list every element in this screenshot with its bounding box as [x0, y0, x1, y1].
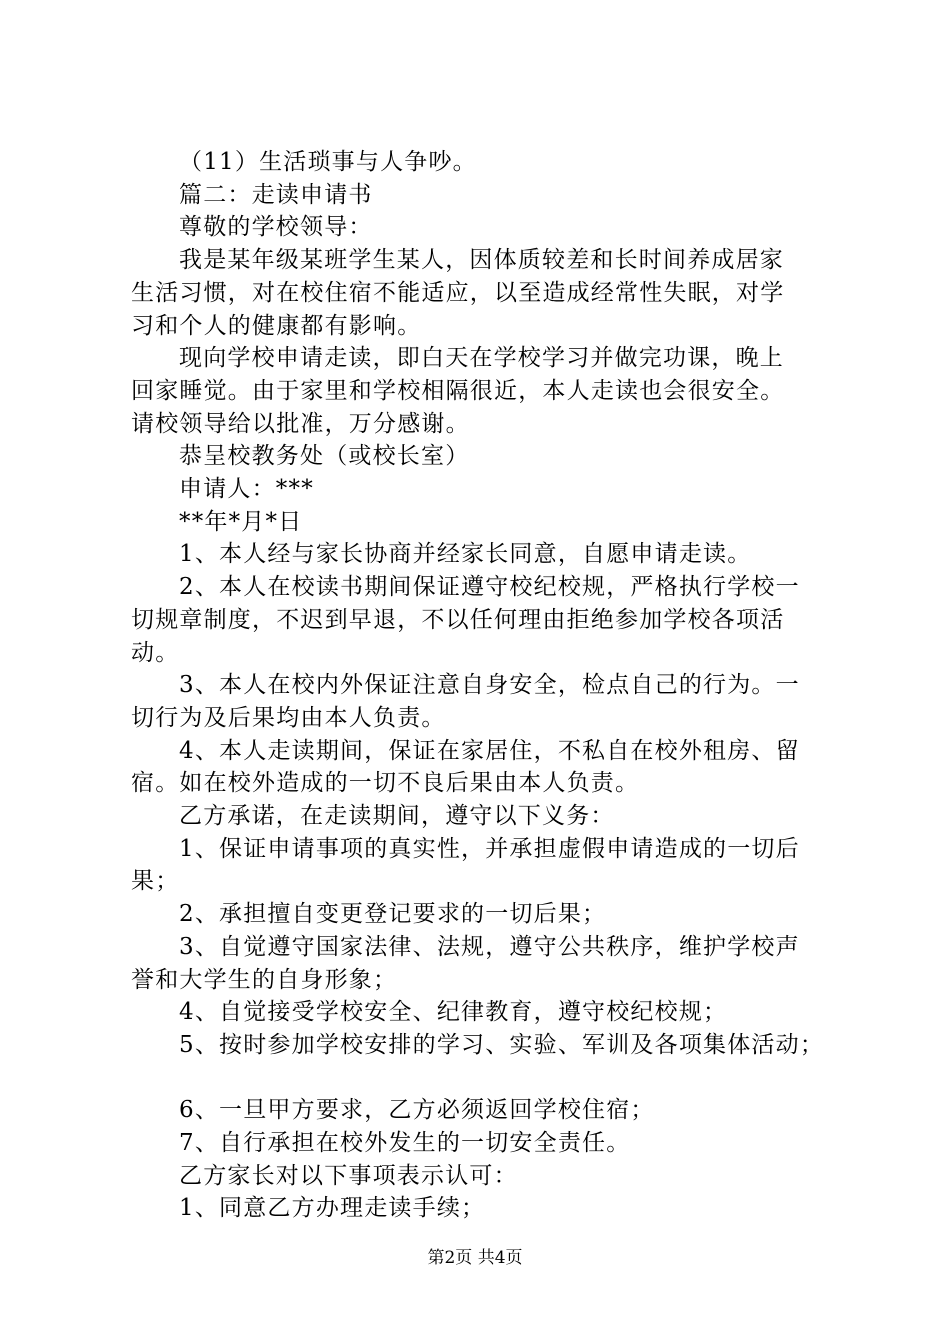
text-line: 1、保证申请事项的真实性，并承担虚假申请造成的一切后 — [179, 835, 800, 862]
text-line: 4、本人走读期间，保证在家居住，不私自在校外租房、留 — [179, 737, 800, 764]
text-line: 生活习惯，对在校住宿不能适应，以至造成经常性失眠，对学 — [131, 279, 785, 306]
text-line: 6、一旦甲方要求，乙方必须返回学校住宿； — [179, 1097, 655, 1124]
text-line: 我是某年级某班学生某人，因体质较差和长时间养成居家 — [179, 247, 784, 274]
text-line: 4、自觉接受学校安全、纪律教育，遵守校纪校规； — [179, 999, 728, 1026]
text-line: 誉和大学生的自身形象； — [131, 966, 398, 993]
text-line: 切行为及后果均由本人负责。 — [131, 704, 446, 731]
text-line: 切规章制度，不迟到早退，不以任何理由拒绝参加学校各项活 — [131, 606, 785, 633]
document-body — [131, 146, 833, 1225]
text-line: 请校领导给以批准，万分感谢。 — [131, 410, 470, 437]
blank-line — [131, 1062, 833, 1095]
text-line: 果； — [131, 868, 180, 895]
text-line: 2、承担擅自变更登记要求的一切后果； — [179, 901, 607, 928]
text-line: 乙方家长对以下事项表示认可： — [179, 1162, 518, 1189]
text-line: 1、本人经与家长协商并经家长同意，自愿申请走读。 — [179, 541, 752, 568]
text-line: 动。 — [131, 639, 180, 666]
text-line: 1、同意乙方办理走读手续； — [179, 1195, 486, 1222]
text-line: （11）生活琐事与人争吵。 — [179, 149, 477, 175]
text-line: 乙方承诺，在走读期间，遵守以下义务： — [179, 803, 615, 830]
date-line: **年*月*日 — [179, 508, 303, 535]
text-line: 3、本人在校内外保证注意自身安全，检点自己的行为。一 — [179, 672, 800, 699]
text-line: 3、自觉遵守国家法律、法规，遵守公共秩序，维护学校声 — [179, 933, 800, 960]
text-line: 7、自行承担在校外发生的一切安全责任。 — [179, 1130, 631, 1157]
text-line: 回家睡觉。由于家里和学校相隔很近，本人走读也会很安全。 — [131, 377, 785, 404]
text-line: 现向学校申请走读，即白天在学校学习并做完功课，晚上 — [179, 345, 784, 372]
text-line: 2、本人在校读书期间保证遵守校纪校规，严格执行学校一 — [179, 574, 800, 601]
section-heading: 篇二：走读申请书 — [179, 181, 373, 208]
text-line: 5、按时参加学校安排的学习、实验、军训及各项集体活动； — [179, 1031, 825, 1058]
applicant-line: 申请人：*** — [179, 476, 314, 503]
text-line: 宿。如在校外造成的一切不良后果由本人负责。 — [131, 770, 640, 797]
text-line: 习和个人的健康都有影响。 — [131, 312, 422, 339]
salutation: 尊敬的学校领导： — [179, 214, 373, 241]
page-number-footer: 第2页 共4页 — [427, 1248, 523, 1268]
addressee-line: 恭呈校教务处（或校长室） — [179, 443, 470, 470]
